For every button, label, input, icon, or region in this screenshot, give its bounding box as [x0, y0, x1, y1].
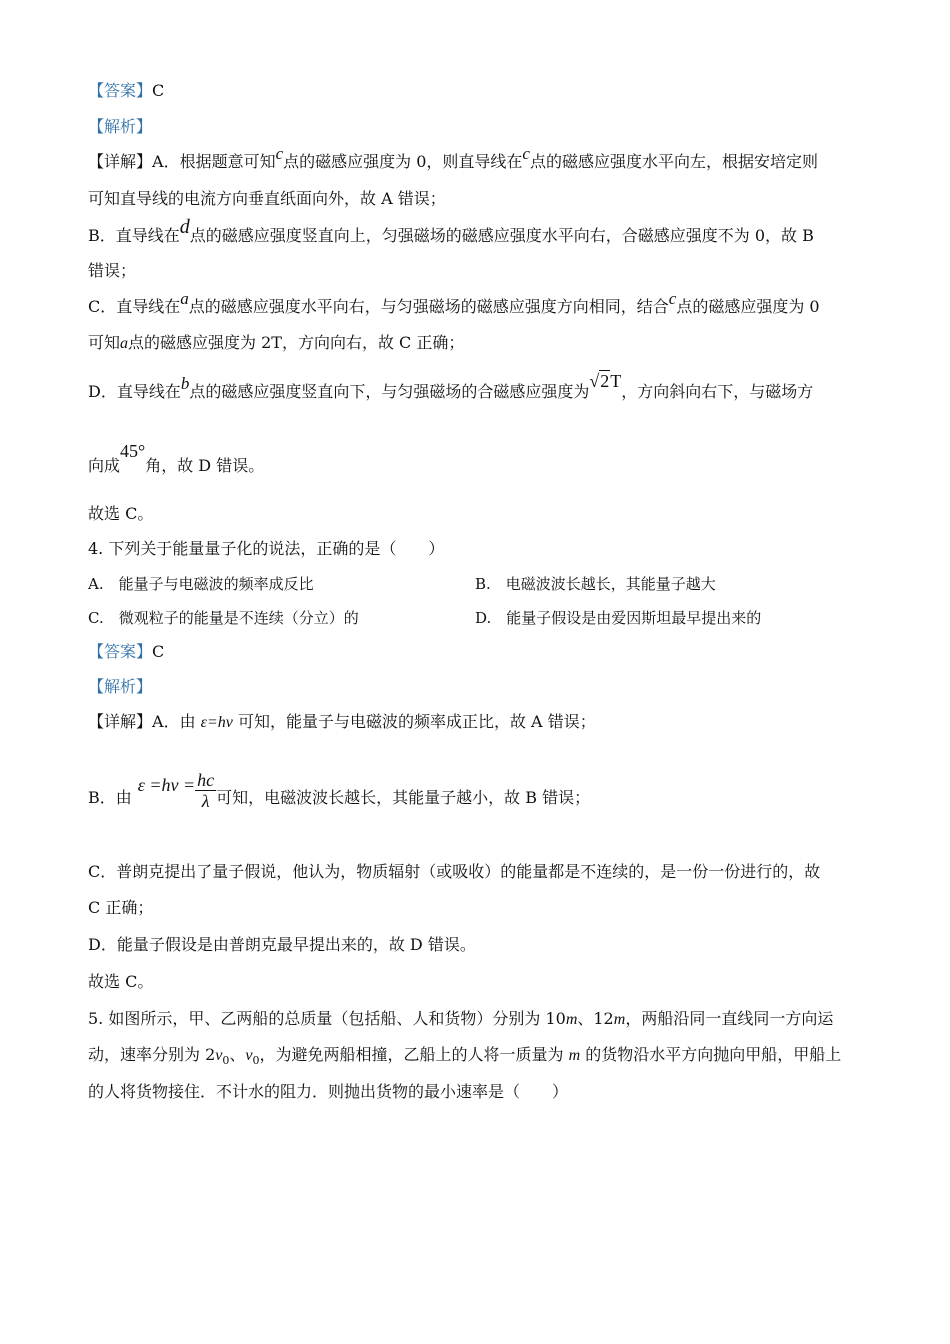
text: D．直导线在: [88, 382, 181, 401]
q5-stem-line3: 的人将货物接住．不计水的阻力．则抛出货物的最小速率是（ ）: [88, 1082, 569, 1101]
text: ，两船沿同一直线同一方向运: [625, 1009, 834, 1028]
q4-detail-a: [88, 712, 596, 733]
var-d: d: [179, 216, 190, 238]
q4-answer: [88, 642, 164, 662]
text: 、: [229, 1045, 246, 1064]
var-v: v: [215, 1047, 223, 1064]
q3-detail-b-line2: 错误；: [88, 261, 137, 280]
q4-detail-d: D．能量子假设是由普朗克最早提出来的，故 D 错误。: [88, 935, 476, 954]
text: 可知，电磁波波长越长，其能量子越小，故 B 错误；: [216, 788, 591, 807]
text: 点的磁感应强度为 2T，方向向右，故 C 正确；: [128, 333, 465, 352]
q4-option-a: A. 能量子与电磁波的频率成反比: [88, 575, 314, 593]
var-c: c: [522, 144, 530, 163]
q5-stem-line2: [88, 1045, 841, 1071]
text: ，为避免两船相撞，乙船上的人将一质量为: [259, 1045, 569, 1064]
var-m: m: [565, 1011, 578, 1028]
text: 的货物沿水平方向抛向甲船，甲船上: [580, 1045, 842, 1064]
var-m: m: [568, 1047, 581, 1064]
text: 5. 如图所示，甲、乙两船的总质量（包括船、人和货物）分别为 10: [88, 1009, 566, 1028]
var-c: c: [275, 144, 284, 163]
q3-detail-c-line2: [88, 333, 464, 354]
sqrt-radicand: 2: [600, 371, 610, 391]
text: B．由: [88, 788, 132, 807]
q4-option-c: C. 微观粒子的能量是不连续（分立）的: [88, 609, 359, 627]
var-c: c: [668, 289, 677, 308]
subscript: 0: [252, 1054, 260, 1068]
q3-conclusion: 故选 C。: [88, 504, 154, 523]
q4-option-b: B. 电磁波波长越长，其能量子越大: [475, 575, 716, 593]
q3-detail-d-line2: [88, 441, 265, 476]
fraction-denominator: λ: [201, 791, 210, 811]
fraction: [195, 770, 216, 811]
fraction-numerator: hc: [197, 770, 215, 790]
q4-analysis-label: 【解析】: [88, 677, 153, 696]
text: 、12: [577, 1009, 614, 1028]
var-b: b: [180, 374, 190, 393]
text: 点的磁感应强度为 0，则直导线在: [283, 152, 523, 171]
q3-detail-d-line1: [88, 371, 814, 402]
q4-option-d: D. 能量子假设是由爱因斯坦最早提出来的: [475, 609, 762, 627]
q4-detail-c-line1: C．普朗克提出了量子假说，他认为，物质辐射（或吸收）的能量都是不连续的，是一份一份进行的，故: [88, 862, 821, 881]
q3-detail-a-line2: 可知直导线的电流方向垂直纸面向外，故 A 错误；: [88, 189, 446, 208]
q3-detail-b-line1: [88, 216, 814, 246]
text: 向成: [88, 456, 121, 475]
text: A．由: [152, 712, 201, 731]
answer-label: 【答案】: [88, 81, 153, 100]
text: 点的磁感应强度竖直向下，与匀强磁场的合磁感应强度为: [189, 382, 590, 401]
detail-label: 【详解】: [88, 712, 153, 731]
q3-answer: [88, 81, 164, 101]
text: 点的磁感应强度为 0: [676, 297, 820, 316]
text: A．根据题意可知: [152, 152, 276, 171]
formula: ε =hν =: [137, 775, 196, 795]
sqrt-unit: T: [610, 371, 622, 391]
formula: ε=hν: [200, 714, 233, 731]
var-m: m: [613, 1011, 626, 1028]
var-a: a: [120, 335, 129, 352]
text: 点的磁感应强度水平向左，根据安培定则: [529, 152, 818, 171]
detail-label: 【详解】: [88, 152, 153, 171]
q4-detail-c-line2: C 正确；: [88, 898, 154, 917]
text: B．直导线在: [88, 226, 180, 245]
var-a: a: [180, 289, 189, 308]
angle-value: 45°: [120, 441, 146, 461]
text: ，方向斜向右下，与磁场方: [621, 382, 814, 401]
text: C．直导线在: [88, 297, 181, 316]
q3-detail-c-line1: [88, 289, 820, 317]
subscript: 0: [222, 1054, 230, 1068]
sqrt-expression: √2T: [589, 371, 622, 391]
q3-detail-a-line1: [88, 144, 818, 172]
text: 动，速率分别为 2: [88, 1045, 216, 1064]
text: 角，故 D 错误。: [145, 456, 265, 475]
text: 可知，能量子与电磁波的频率成正比，故 A 错误；: [232, 712, 596, 731]
q4-conclusion: 故选 C。: [88, 972, 154, 991]
text: 可知: [88, 333, 121, 352]
answer-value: C: [152, 642, 165, 661]
var-v: v: [245, 1047, 253, 1064]
answer-value: C: [152, 81, 165, 100]
text: 点的磁感应强度水平向右，与匀强磁场的磁感应强度方向相同，结合: [188, 297, 669, 316]
q4-detail-b: [88, 770, 591, 820]
q3-analysis-label: 【解析】: [88, 117, 153, 136]
answer-label: 【答案】: [88, 642, 153, 661]
text: 点的磁感应强度竖直向上，匀强磁场的磁感应强度水平向右，合磁感应强度不为 0，故 B: [189, 226, 814, 245]
q4-stem: 4. 下列关于能量量子化的说法，正确的是（ ）: [88, 539, 445, 558]
q5-stem-line1: [88, 1009, 833, 1030]
